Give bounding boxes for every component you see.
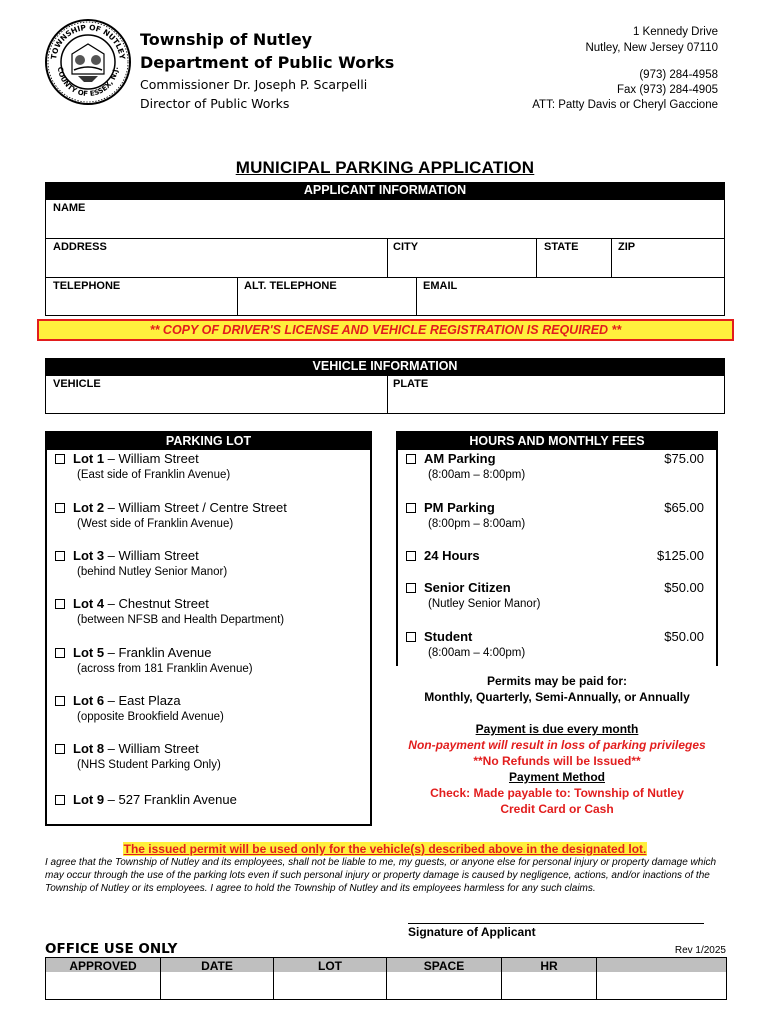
payment-check-note: Check: Made payable to: Township of Nutley (430, 786, 684, 800)
fax-number: Fax (973) 284-4905 (616, 84, 718, 96)
lot-option[interactable] (55, 693, 181, 708)
vehicle-label: VEHICLE (53, 378, 101, 390)
fee-name: Senior Citizen (424, 580, 511, 595)
lot-street: – Chestnut Street (104, 596, 209, 611)
director-line: Director of Public Works (140, 96, 290, 111)
office-use-table (45, 957, 727, 1000)
lot-checkbox[interactable] (55, 551, 65, 561)
org-officials (140, 75, 367, 113)
email-field[interactable] (416, 277, 725, 316)
office-column[interactable] (274, 958, 387, 999)
lot-description: (between NFSB and Health Department) (77, 614, 285, 626)
org-heading (140, 28, 394, 74)
office-use-title: OFFICE USE ONLY (45, 941, 178, 957)
lot-number: Lot 8 (73, 741, 105, 756)
fee-description: (8:00am – 8:00pm) (428, 469, 526, 481)
no-refunds-note: **No Refunds will be Issued** (473, 754, 641, 768)
applicant-section-header: APPLICANT INFORMATION (45, 182, 725, 199)
parking-lot-box (45, 431, 372, 826)
payment-due-note: Payment is due every month (475, 722, 639, 736)
commissioner-line: Commissioner Dr. Joseph P. Scarpelli (140, 77, 368, 92)
lot-option[interactable] (55, 451, 199, 466)
fee-price: $75.00 (664, 451, 704, 466)
fee-description: (8:00am – 4:00pm) (428, 647, 526, 659)
fees-box (396, 431, 718, 666)
form-title: MUNICIPAL PARKING APPLICATION (235, 158, 535, 177)
lot-number: Lot 3 (73, 548, 105, 563)
township-seal-logo (44, 18, 132, 106)
permit-usage-text: The issued permit will be used only for the vehicle(s) described above in the designated lot. (123, 842, 647, 856)
fee-price: $50.00 (664, 629, 704, 644)
office-column-label: APPROVED (69, 959, 137, 973)
office-column[interactable] (46, 958, 161, 999)
telephone-field[interactable] (45, 277, 238, 316)
lot-option[interactable] (55, 792, 237, 807)
lot-option[interactable] (55, 596, 209, 611)
lot-checkbox[interactable] (55, 795, 65, 805)
address-field[interactable] (45, 238, 388, 278)
lot-description: (West side of Franklin Avenue) (77, 518, 234, 530)
plate-field[interactable] (387, 375, 725, 414)
address-label: ADDRESS (53, 241, 107, 253)
svg-text:COUNTY OF ESSEX, N.J.: COUNTY OF ESSEX, N.J. (55, 66, 121, 99)
zip-label: ZIP (618, 241, 636, 253)
fee-checkbox[interactable] (406, 503, 416, 513)
office-column[interactable] (502, 958, 597, 999)
phone-number: (973) 284-4958 (639, 69, 718, 81)
lot-number: Lot 6 (73, 693, 105, 708)
fee-name: PM Parking (424, 500, 495, 515)
lot-option[interactable] (55, 741, 199, 756)
fee-name: AM Parking (424, 451, 496, 466)
lot-description: (East side of Franklin Avenue) (77, 469, 231, 481)
street-address: 1 Kennedy Drive (632, 26, 718, 38)
fee-checkbox[interactable] (406, 454, 416, 464)
payment-card-note: Credit Card or Cash (500, 802, 614, 816)
lot-street: – 527 Franklin Avenue (104, 792, 237, 807)
fee-price: $50.00 (664, 580, 704, 595)
fee-option[interactable] (406, 548, 704, 563)
lot-number: Lot 5 (73, 645, 105, 660)
fee-description: (8:00pm – 8:00am) (428, 518, 526, 530)
plate-label: PLATE (393, 378, 429, 390)
signature-label: Signature of Applicant (408, 925, 536, 939)
fee-name: Student (424, 629, 473, 644)
office-column-label: SPACE (423, 959, 465, 973)
address-block (585, 24, 718, 56)
liability-agreement: I agree that the Township of Nutley and its employees, shall not be liable to me, my guests, or anyone else for personal injury or property damage which may occur through the use of the parking lots even if such personal injury or property damage is caused by negligence, actions, and/or inactions of the Township of Nutley or its employees. I agree to hold the Township of Nutley and its employees harmless for any such claims. (45, 857, 717, 894)
city-label: CITY (393, 241, 419, 253)
lot-street: – East Plaza (104, 693, 181, 708)
permit-usage-note (0, 842, 770, 856)
telephone-label: TELEPHONE (53, 280, 121, 292)
fee-checkbox[interactable] (406, 632, 416, 642)
lot-number: Lot 1 (73, 451, 105, 466)
fee-option[interactable] (406, 580, 704, 595)
lot-checkbox[interactable] (55, 648, 65, 658)
lot-checkbox[interactable] (55, 744, 65, 754)
lot-checkbox[interactable] (55, 696, 65, 706)
fee-option[interactable] (406, 451, 704, 466)
lot-street: – William Street (104, 451, 199, 466)
svg-text:TOWNSHIP OF NUTLEY: TOWNSHIP OF NUTLEY (49, 22, 127, 60)
org-name: Township of Nutley (140, 30, 313, 49)
fee-name: 24 Hours (424, 548, 480, 563)
lot-description: (behind Nutley Senior Manor) (77, 566, 228, 578)
lot-street: – William Street / Centre Street (104, 500, 287, 515)
lot-street: – William Street (104, 741, 199, 756)
alt-telephone-label: ALT. TELEPHONE (244, 280, 337, 292)
nonpayment-warning: Non-payment will result in loss of parking privileges (408, 738, 706, 752)
fee-description: (Nutley Senior Manor) (428, 598, 541, 610)
fee-price: $125.00 (657, 548, 704, 563)
contact-block (532, 68, 718, 113)
lot-street: – Franklin Avenue (104, 645, 212, 660)
city-state-zip: Nutley, New Jersey 07110 (585, 42, 718, 54)
payment-method-title: Payment Method (508, 770, 605, 784)
lot-option[interactable] (55, 500, 287, 515)
attention-line: ATT: Patty Davis or Cheryl Gaccione (532, 99, 718, 111)
office-column-label: LOT (318, 959, 342, 973)
state-field[interactable] (536, 238, 612, 278)
vehicle-section-header: VEHICLE INFORMATION (45, 358, 725, 375)
lot-checkbox[interactable] (55, 599, 65, 609)
fee-price: $65.00 (664, 500, 704, 515)
lot-number: Lot 9 (73, 792, 105, 807)
lot-option[interactable] (55, 645, 212, 660)
payment-options: Monthly, Quarterly, Semi-Annually, or Annually (424, 690, 690, 704)
fee-option[interactable] (406, 500, 704, 515)
office-column[interactable] (597, 958, 728, 999)
office-column-label: HR (540, 959, 558, 973)
email-label: EMAIL (423, 280, 458, 292)
payment-frequency-block (396, 673, 718, 705)
office-column[interactable] (161, 958, 274, 999)
parking-lot-header: PARKING LOT (47, 433, 370, 450)
permits-paid-for: Permits may be paid for: (486, 674, 628, 688)
fee-checkbox[interactable] (406, 551, 416, 561)
lot-description: (NHS Student Parking Only) (77, 759, 221, 771)
lot-street: – William Street (104, 548, 199, 563)
zip-field[interactable] (611, 238, 725, 278)
revision-date: Rev 1/2025 (674, 945, 726, 956)
required-documents-warning: ** COPY OF DRIVER'S LICENSE AND VEHICLE REGISTRATION IS REQUIRED ** (37, 319, 734, 341)
lot-checkbox[interactable] (55, 454, 65, 464)
name-field[interactable] (45, 199, 725, 239)
fees-header: HOURS AND MONTHLY FEES (398, 433, 716, 450)
fee-checkbox[interactable] (406, 583, 416, 593)
lot-description: (across from 181 Franklin Avenue) (77, 663, 253, 675)
city-field[interactable] (387, 238, 537, 278)
lot-checkbox[interactable] (55, 503, 65, 513)
department-name: Department of Public Works (140, 53, 395, 72)
office-column-label: DATE (201, 959, 233, 973)
lot-description: (opposite Brookfield Avenue) (77, 711, 224, 723)
signature-line[interactable] (408, 923, 704, 924)
vehicle-field[interactable] (45, 375, 388, 414)
lot-number: Lot 2 (73, 500, 105, 515)
state-label: STATE (544, 241, 579, 253)
lot-option[interactable] (55, 548, 199, 563)
fee-option[interactable] (406, 629, 704, 644)
alt-telephone-field[interactable] (237, 277, 417, 316)
lot-number: Lot 4 (73, 596, 105, 611)
name-label: NAME (53, 202, 86, 214)
office-column[interactable] (387, 958, 502, 999)
